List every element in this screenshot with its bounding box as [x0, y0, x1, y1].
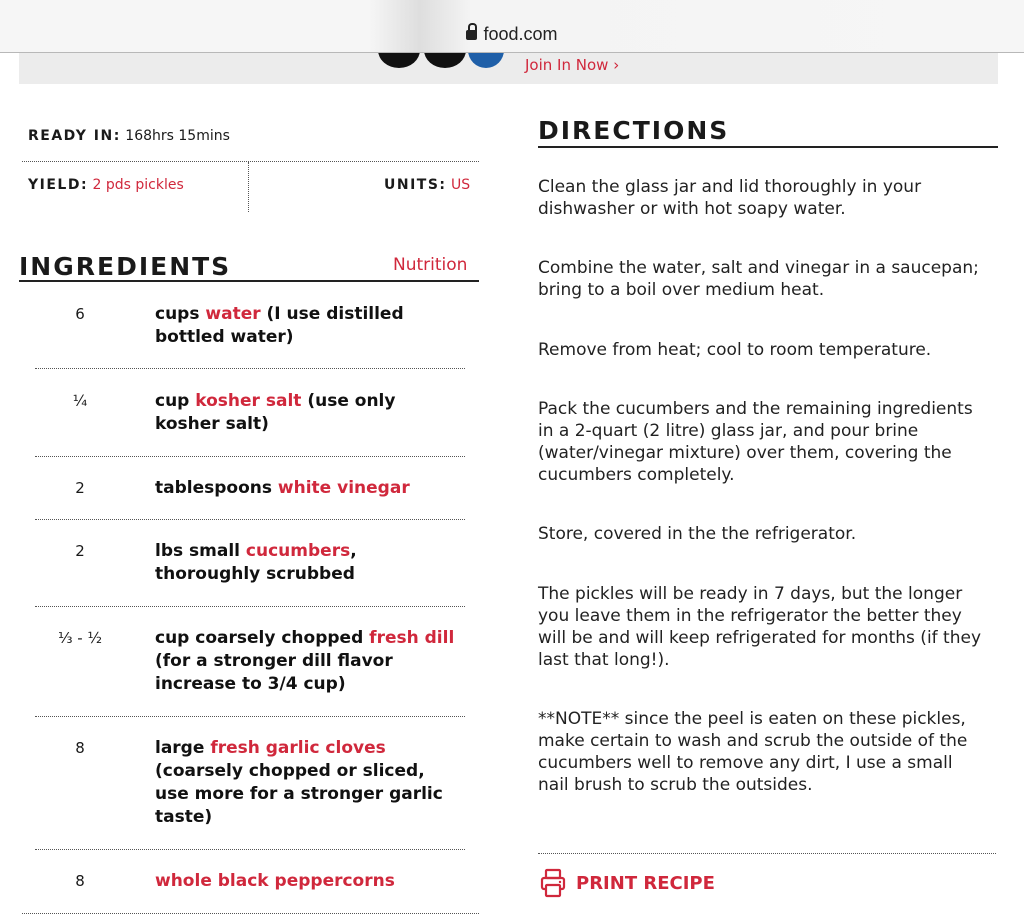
- ingredient-note: (use only kosher salt): [155, 391, 396, 434]
- divider: [538, 853, 996, 854]
- ingredient-note: (for a stronger dill flavor increase to 3/4 cup): [155, 651, 393, 694]
- ingredient-description: [155, 477, 455, 500]
- direction-step: Pack the cucumbers and the remaining ingredients in a 2-quart (2 litre) glass jar, and pour brine (water/vinegar mixture) over them, covering the cucumbers completely.: [538, 399, 973, 485]
- browser-url-bar[interactable]: [0, 0, 1024, 53]
- lock-icon: [466, 30, 477, 40]
- ingredient-text: large: [155, 738, 211, 758]
- divider: [35, 849, 465, 850]
- ingredient-link[interactable]: fresh dill: [369, 628, 455, 648]
- ingredient-quantity: 8: [75, 739, 85, 757]
- ingredient-quantity: 2: [75, 479, 85, 497]
- ingredient-text: tablespoons: [155, 478, 278, 498]
- join-now-link[interactable]: Join In Now ›: [525, 56, 620, 74]
- ingredient-quantity: 8: [75, 872, 85, 890]
- ingredient-link[interactable]: kosher salt: [195, 391, 302, 411]
- directions-rule: [538, 146, 998, 148]
- ingredient-description: [155, 303, 455, 349]
- ingredient-link[interactable]: whole black peppercorns: [155, 871, 395, 891]
- ingredient-quantity: ¼: [72, 392, 88, 410]
- ingredient-description: [155, 870, 455, 893]
- ingredient-link[interactable]: white vinegar: [277, 478, 410, 498]
- ready-in: READY IN: 168hrs 15mins: [28, 128, 230, 144]
- ingredient-text: lbs small: [155, 541, 246, 561]
- direction-step: **NOTE** since the peel is eaten on these pickles, make certain to wash and scrub the outside of the cucumbers well to remove any dirt, I use a small nail brush to scrub the outsides.: [538, 709, 968, 795]
- ingredient-description: [155, 737, 455, 829]
- ingredient-link[interactable]: water: [205, 304, 261, 324]
- directions-title: DIRECTIONS: [538, 116, 730, 145]
- divider: [35, 519, 465, 520]
- nutrition-link[interactable]: Nutrition: [393, 255, 468, 275]
- ingredient-quantity: 6: [75, 305, 85, 323]
- ingredients-rule: [19, 280, 479, 282]
- divider: [22, 913, 479, 914]
- direction-step: The pickles will be ready in 7 days, but the longer you leave them in the refrigerator the better they will be and will keep refrigerated for months (if they last that long!).: [538, 584, 982, 670]
- divider: [22, 161, 479, 162]
- ingredient-quantity: ⅓ - ½: [57, 629, 103, 647]
- ingredients-title: INGREDIENTS: [19, 252, 232, 281]
- divider: [248, 162, 249, 212]
- units-toggle[interactable]: UNITS: US: [384, 177, 471, 193]
- ingredient-link[interactable]: fresh garlic cloves: [210, 738, 386, 758]
- url-text: food.com: [483, 24, 558, 44]
- print-recipe-button[interactable]: PRINT RECIPE: [540, 868, 715, 898]
- direction-step: Combine the water, salt and vinegar in a saucepan; bring to a boil over medium heat.: [538, 258, 979, 300]
- divider: [35, 456, 465, 457]
- divider: [35, 368, 465, 369]
- ingredient-note: (I use distilled bottled water): [155, 304, 404, 347]
- ingredient-text: cups: [155, 304, 206, 324]
- ingredient-text: cup coarsely chopped: [155, 628, 370, 648]
- ingredient-note: (coarsely chopped or sliced, use more for a stronger garlic taste): [155, 761, 443, 827]
- yield: YIELD: 2 pds pickles: [28, 177, 184, 193]
- direction-step: Store, covered in the the refrigerator.: [538, 524, 857, 544]
- ingredient-description: [155, 627, 455, 696]
- ingredient-description: [155, 390, 455, 436]
- divider: [35, 716, 465, 717]
- chevron-right-icon: ›: [613, 56, 620, 74]
- divider: [35, 606, 465, 607]
- direction-step: Clean the glass jar and lid thoroughly in your dishwasher or with hot soapy water.: [538, 177, 922, 219]
- ingredient-description: [155, 540, 455, 586]
- printer-icon: [540, 868, 566, 898]
- ingredient-note: , thoroughly scrubbed: [155, 541, 357, 584]
- ingredient-link[interactable]: cucumbers: [245, 541, 351, 561]
- direction-step: Remove from heat; cool to room temperature.: [538, 340, 932, 360]
- ingredient-text: cup: [155, 391, 196, 411]
- ingredient-quantity: 2: [75, 542, 85, 560]
